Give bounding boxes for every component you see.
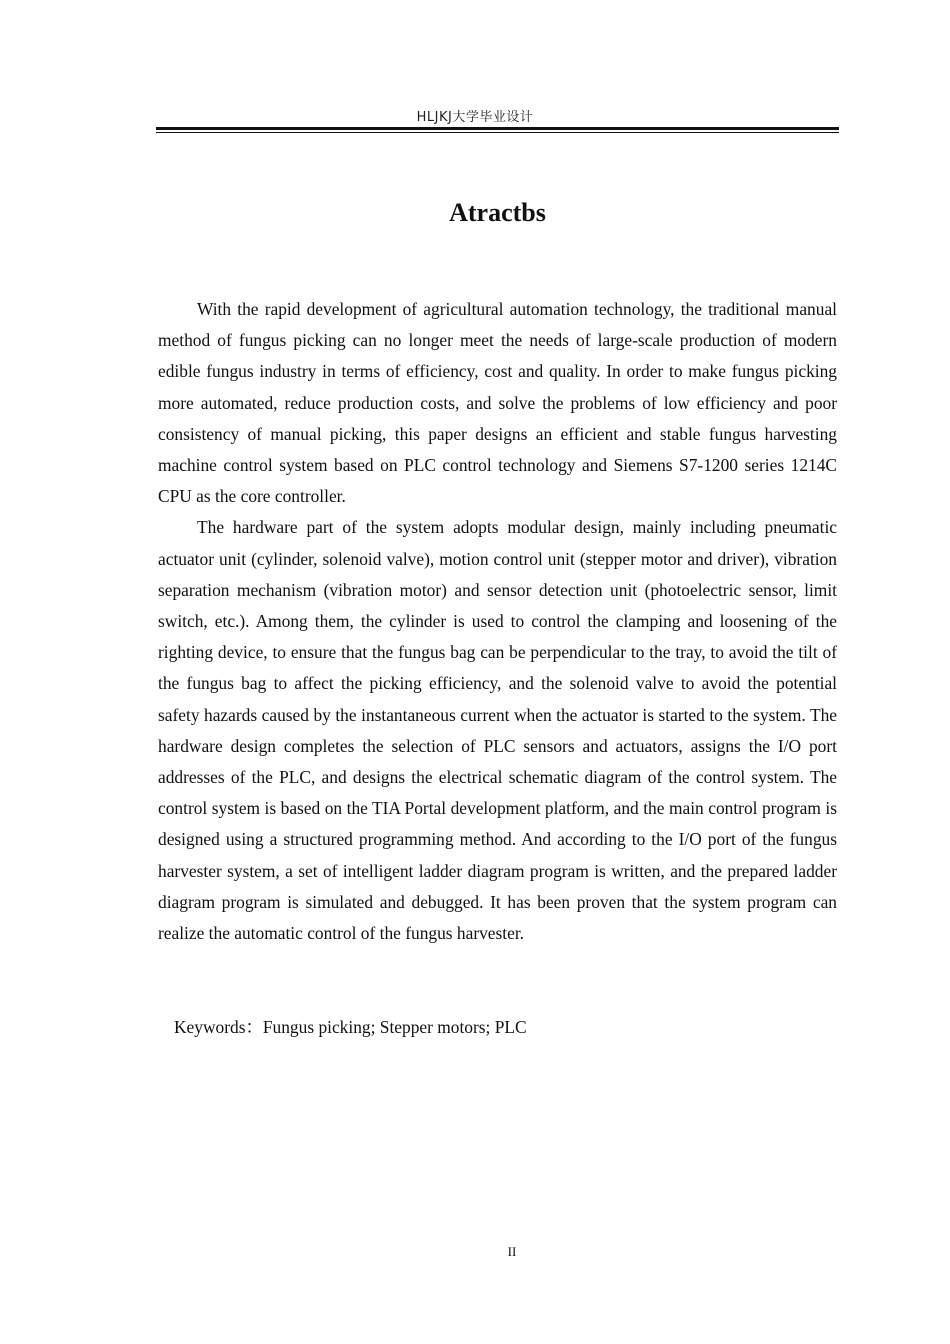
page-number: II (507, 1244, 517, 1259)
keywords-line: Keywords：Fungus picking; Stepper motors; PLC (174, 1017, 527, 1037)
page-header-title: HLJKJ大学毕业设计 (416, 110, 534, 125)
abstract-paragraph-1: With the rapid development of agricultural automation technology, the traditional manual method of fungus picking can no longer meet the needs of large-scale production of modern edible fungus industry in terms of efficiency, cost and quality. In order to make fungus picking more automated, reduce production costs, and solve the problems of low efficiency and poor consistency of manual picking, this paper designs an efficient and stable fungus harvesting machine control system based on PLC control technology and Siemens S7-1200 series 1214C CPU as the core controller. (158, 299, 837, 507)
abstract-heading: Atractbs (449, 198, 546, 227)
abstract-body (158, 294, 837, 949)
header-rule-thick (156, 127, 839, 130)
header-rule-thin (156, 132, 839, 133)
abstract-paragraph-2: The hardware part of the system adopts modular design, mainly including pneumatic actuator unit (cylinder, solenoid valve), motion control unit (stepper motor and driver), vibration separation mechanism (vibration motor) and sensor detection unit (photoelectric sensor, limit switch, etc.). Among them, the cylinder is used to control the clamping and loosening of the righting device, to ensure that the fungus bag can be perpendicular to the tray, to avoid the tilt of the fungus bag to affect the picking efficiency, and the solenoid valve to avoid the potential safety hazards caused by the instantaneous current when the actuator is started to the system. The hardware design completes the selection of PLC sensors and actuators, assigns the I/O port addresses of the PLC, and designs the electrical schematic diagram of the control system. The control system is based on the TIA Portal development platform, and the main control program is designed using a structured programming method. And according to the I/O port of the fungus harvester system, a set of intelligent ladder diagram program is written, and the prepared ladder diagram program is simulated and debugged. It has been proven that the system program can realize the automatic control of the fungus harvester. (158, 517, 837, 944)
